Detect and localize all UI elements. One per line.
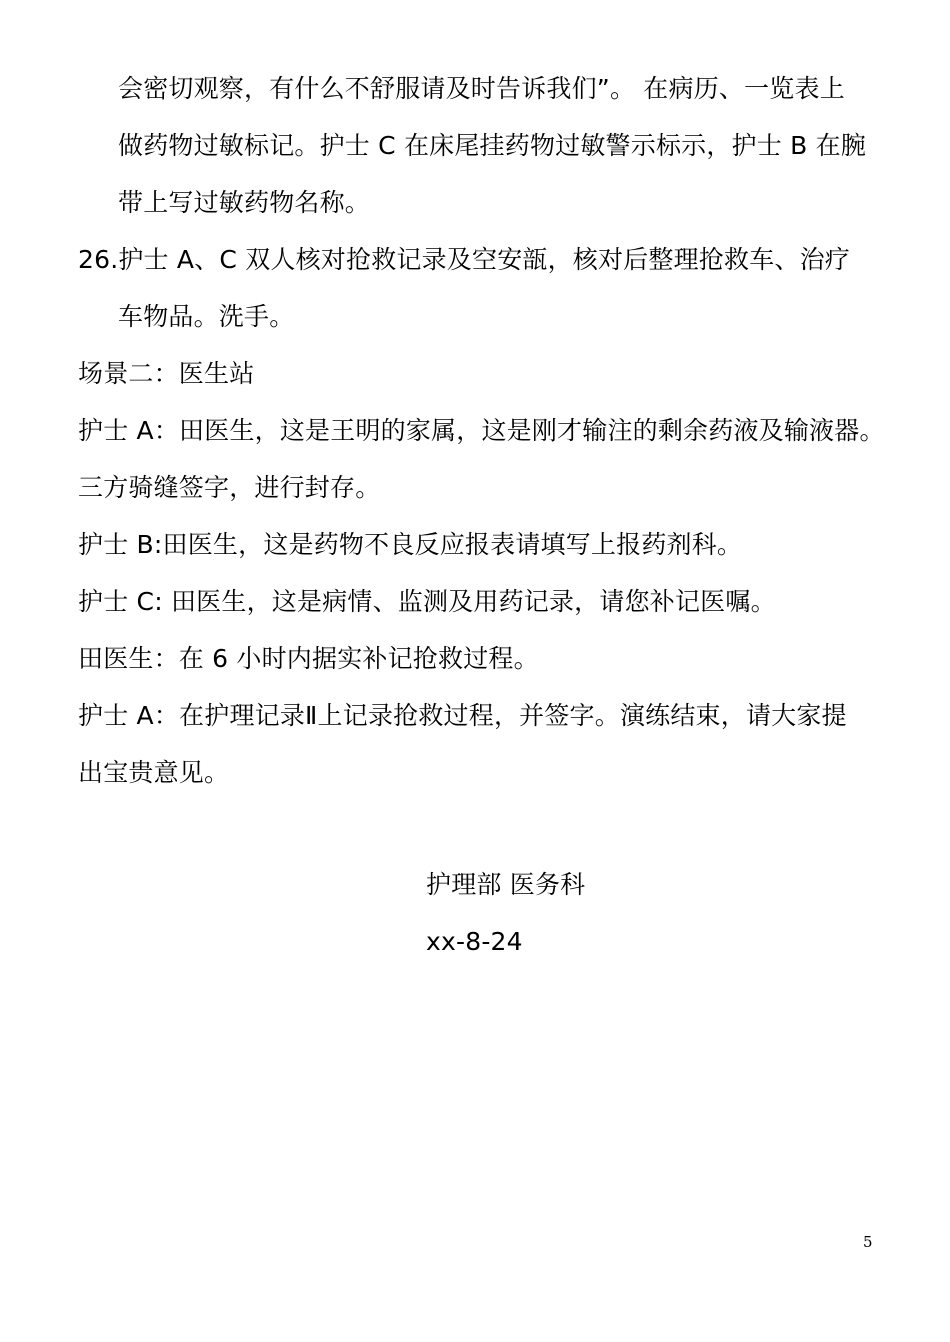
dialogue-line: 护士 C: 田医生，这是病情、监测及用药记录，请您补记医嘱。 — [78, 587, 776, 616]
dialogue-line: 护士 B:田医生，这是药物不良反应报表请填写上报药剂科。 — [78, 530, 743, 559]
paragraph-line: 26.护士 A、C 双人核对抢救记录及空安瓿，核对后整理抢救车、治疗 — [78, 245, 851, 274]
paragraph-line: 带上写过敏药物名称。 — [118, 188, 371, 217]
scene-heading: 场景二：医生站 — [78, 359, 255, 388]
dialogue-line: 护士 A：田医生，这是王明的家属，这是刚才输注的剩余药液及输液器。 — [78, 416, 885, 445]
paragraph-line: 车物品。洗手。 — [118, 302, 295, 331]
paragraph-line: 会密切观察，有什么不舒服请及时告诉我们”。 在病历、一览表上 — [118, 74, 845, 103]
dialogue-line: 三方骑缝签字，进行封存。 — [78, 473, 381, 502]
dialogue-line: 田医生：在 6 小时内据实补记抢救过程。 — [78, 644, 539, 673]
signature-date: xx-8-24 — [426, 927, 523, 956]
signature-departments: 护理部 医务科 — [426, 870, 586, 899]
dialogue-line: 出宝贵意见。 — [78, 758, 230, 787]
paragraph-line: 做药物过敏标记。护士 C 在床尾挂药物过敏警示标示，护士 B 在腕 — [118, 131, 866, 160]
dialogue-line: 护士 A：在护理记录Ⅱ上记录抢救过程，并签字。演练结束，请大家提 — [78, 701, 847, 730]
page-number: 5 — [863, 1233, 873, 1251]
